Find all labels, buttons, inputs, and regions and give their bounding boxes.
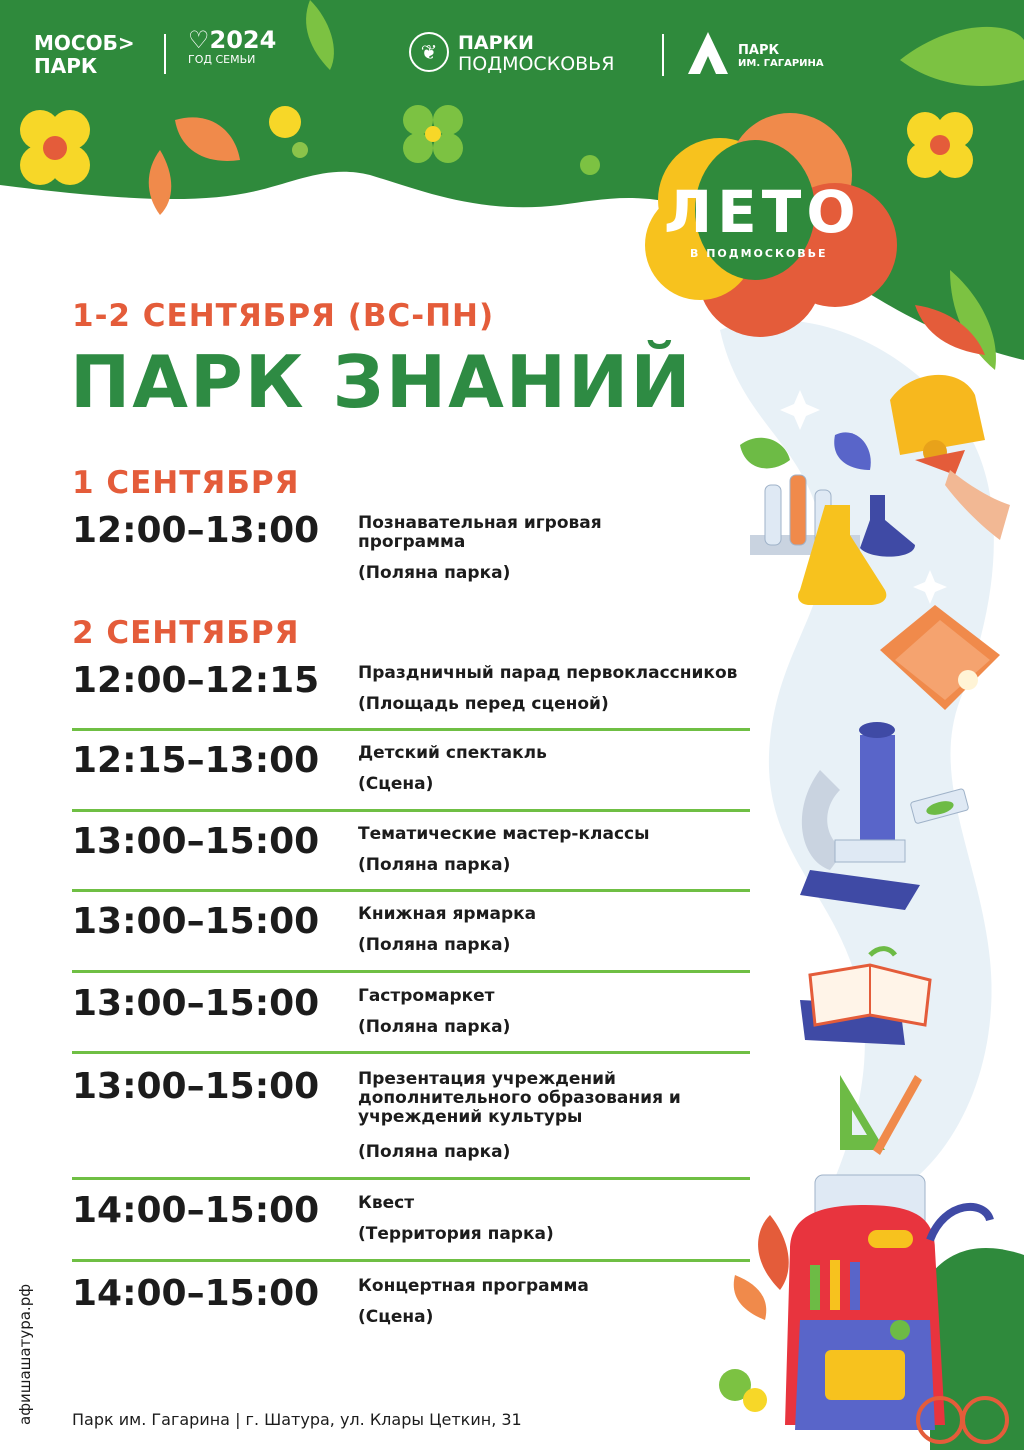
backpack-icon — [785, 1175, 1024, 1450]
day1-heading: 1 СЕНТЯБРЯ — [72, 465, 300, 501]
schedule-time: 13:00–15:00 — [72, 1066, 320, 1107]
gagarin-logo-line1: ПАРК — [738, 43, 780, 58]
leaf-icon: ❦ — [409, 32, 449, 72]
schedule-place: (Площадь перед сценой) — [358, 694, 609, 714]
schedule-time: 14:00–15:00 — [72, 1273, 320, 1314]
row-divider — [72, 1259, 750, 1262]
row-divider — [72, 1177, 750, 1180]
logo-separator — [662, 34, 664, 76]
parks-logo-line2: ПОДМОСКОВЬЯ — [458, 53, 615, 75]
gagarin-park-logo — [738, 44, 824, 70]
schedule-place: (Поляна парка) — [358, 1142, 511, 1162]
website-link[interactable]: афишашатура.рф — [16, 1283, 34, 1425]
schedule-title: Тематические мастер-классы — [358, 824, 650, 844]
gagarin-park-icon — [686, 30, 730, 76]
schedule-title: Квест — [358, 1193, 415, 1213]
logo-separator — [164, 34, 166, 74]
schedule-title: Концертная программа — [358, 1276, 589, 1296]
schedule-time: 12:00–12:15 — [72, 660, 320, 701]
schedule-place: (Территория парка) — [358, 1224, 554, 1244]
schedule-title: Книжная ярмарка — [358, 904, 537, 924]
footer-address: Парк им. Гагарина | г. Шатура, ул. Клары Цеткин, 31 — [72, 1410, 522, 1429]
parks-podmoskovya-logo — [458, 33, 614, 75]
mosobl-logo-line2: ПАРК — [34, 54, 98, 78]
row-divider — [72, 728, 750, 731]
schedule-title: Познавательная игровая программа — [358, 513, 602, 552]
schedule-place: (Поляна парка) — [358, 563, 511, 583]
schedule-time: 13:00–15:00 — [72, 821, 320, 862]
schedule-place: (Сцена) — [358, 1307, 434, 1327]
schedule-place: (Сцена) — [358, 774, 434, 794]
event-date-range: 1-2 СЕНТЯБРЯ (ВС-ПН) — [72, 298, 495, 334]
day2-heading: 2 СЕНТЯБРЯ — [72, 615, 300, 651]
row-divider — [72, 970, 750, 973]
schedule-title: Презентация учреждений дополнительного образования и учреждений культуры — [358, 1069, 681, 1127]
year-of-family-logo — [188, 26, 277, 70]
schedule-title: Детский спектакль — [358, 743, 547, 763]
event-title: ПАРК ЗНАНИЙ — [70, 340, 693, 424]
schedule-place: (Поляна парка) — [358, 1017, 511, 1037]
year-subtitle: ГОД СЕМЬИ — [188, 53, 256, 66]
parks-logo-line1: ПАРКИ — [458, 32, 534, 54]
mosobl-logo-line1: МОСОБ> — [34, 31, 135, 55]
schedule-place: (Поляна парка) — [358, 935, 511, 955]
gagarin-logo-line2: ИМ. ГАГАРИНА — [738, 58, 824, 69]
leto-badge-subtitle: В ПОДМОСКОВЬЕ — [690, 247, 828, 260]
schedule-time: 12:00–13:00 — [72, 510, 320, 551]
flower-icon — [20, 110, 90, 185]
schedule-time: 12:15–13:00 — [72, 740, 320, 781]
row-divider — [72, 1051, 750, 1054]
schedule-title: Праздничный парад первоклассников — [358, 663, 738, 683]
row-divider — [72, 889, 750, 892]
schedule-title: Гастромаркет — [358, 986, 495, 1006]
heart-icon: ♡ — [188, 26, 210, 54]
schedule-place: (Поляна парка) — [358, 855, 511, 875]
leto-badge-title: ЛЕТО — [664, 178, 861, 246]
year-text: 2024 — [209, 26, 277, 54]
schedule-time: 14:00–15:00 — [72, 1190, 320, 1231]
schedule-time: 13:00–15:00 — [72, 983, 320, 1024]
row-divider — [72, 809, 750, 812]
schedule-time: 13:00–15:00 — [72, 901, 320, 942]
mosobl-park-logo — [34, 32, 135, 78]
